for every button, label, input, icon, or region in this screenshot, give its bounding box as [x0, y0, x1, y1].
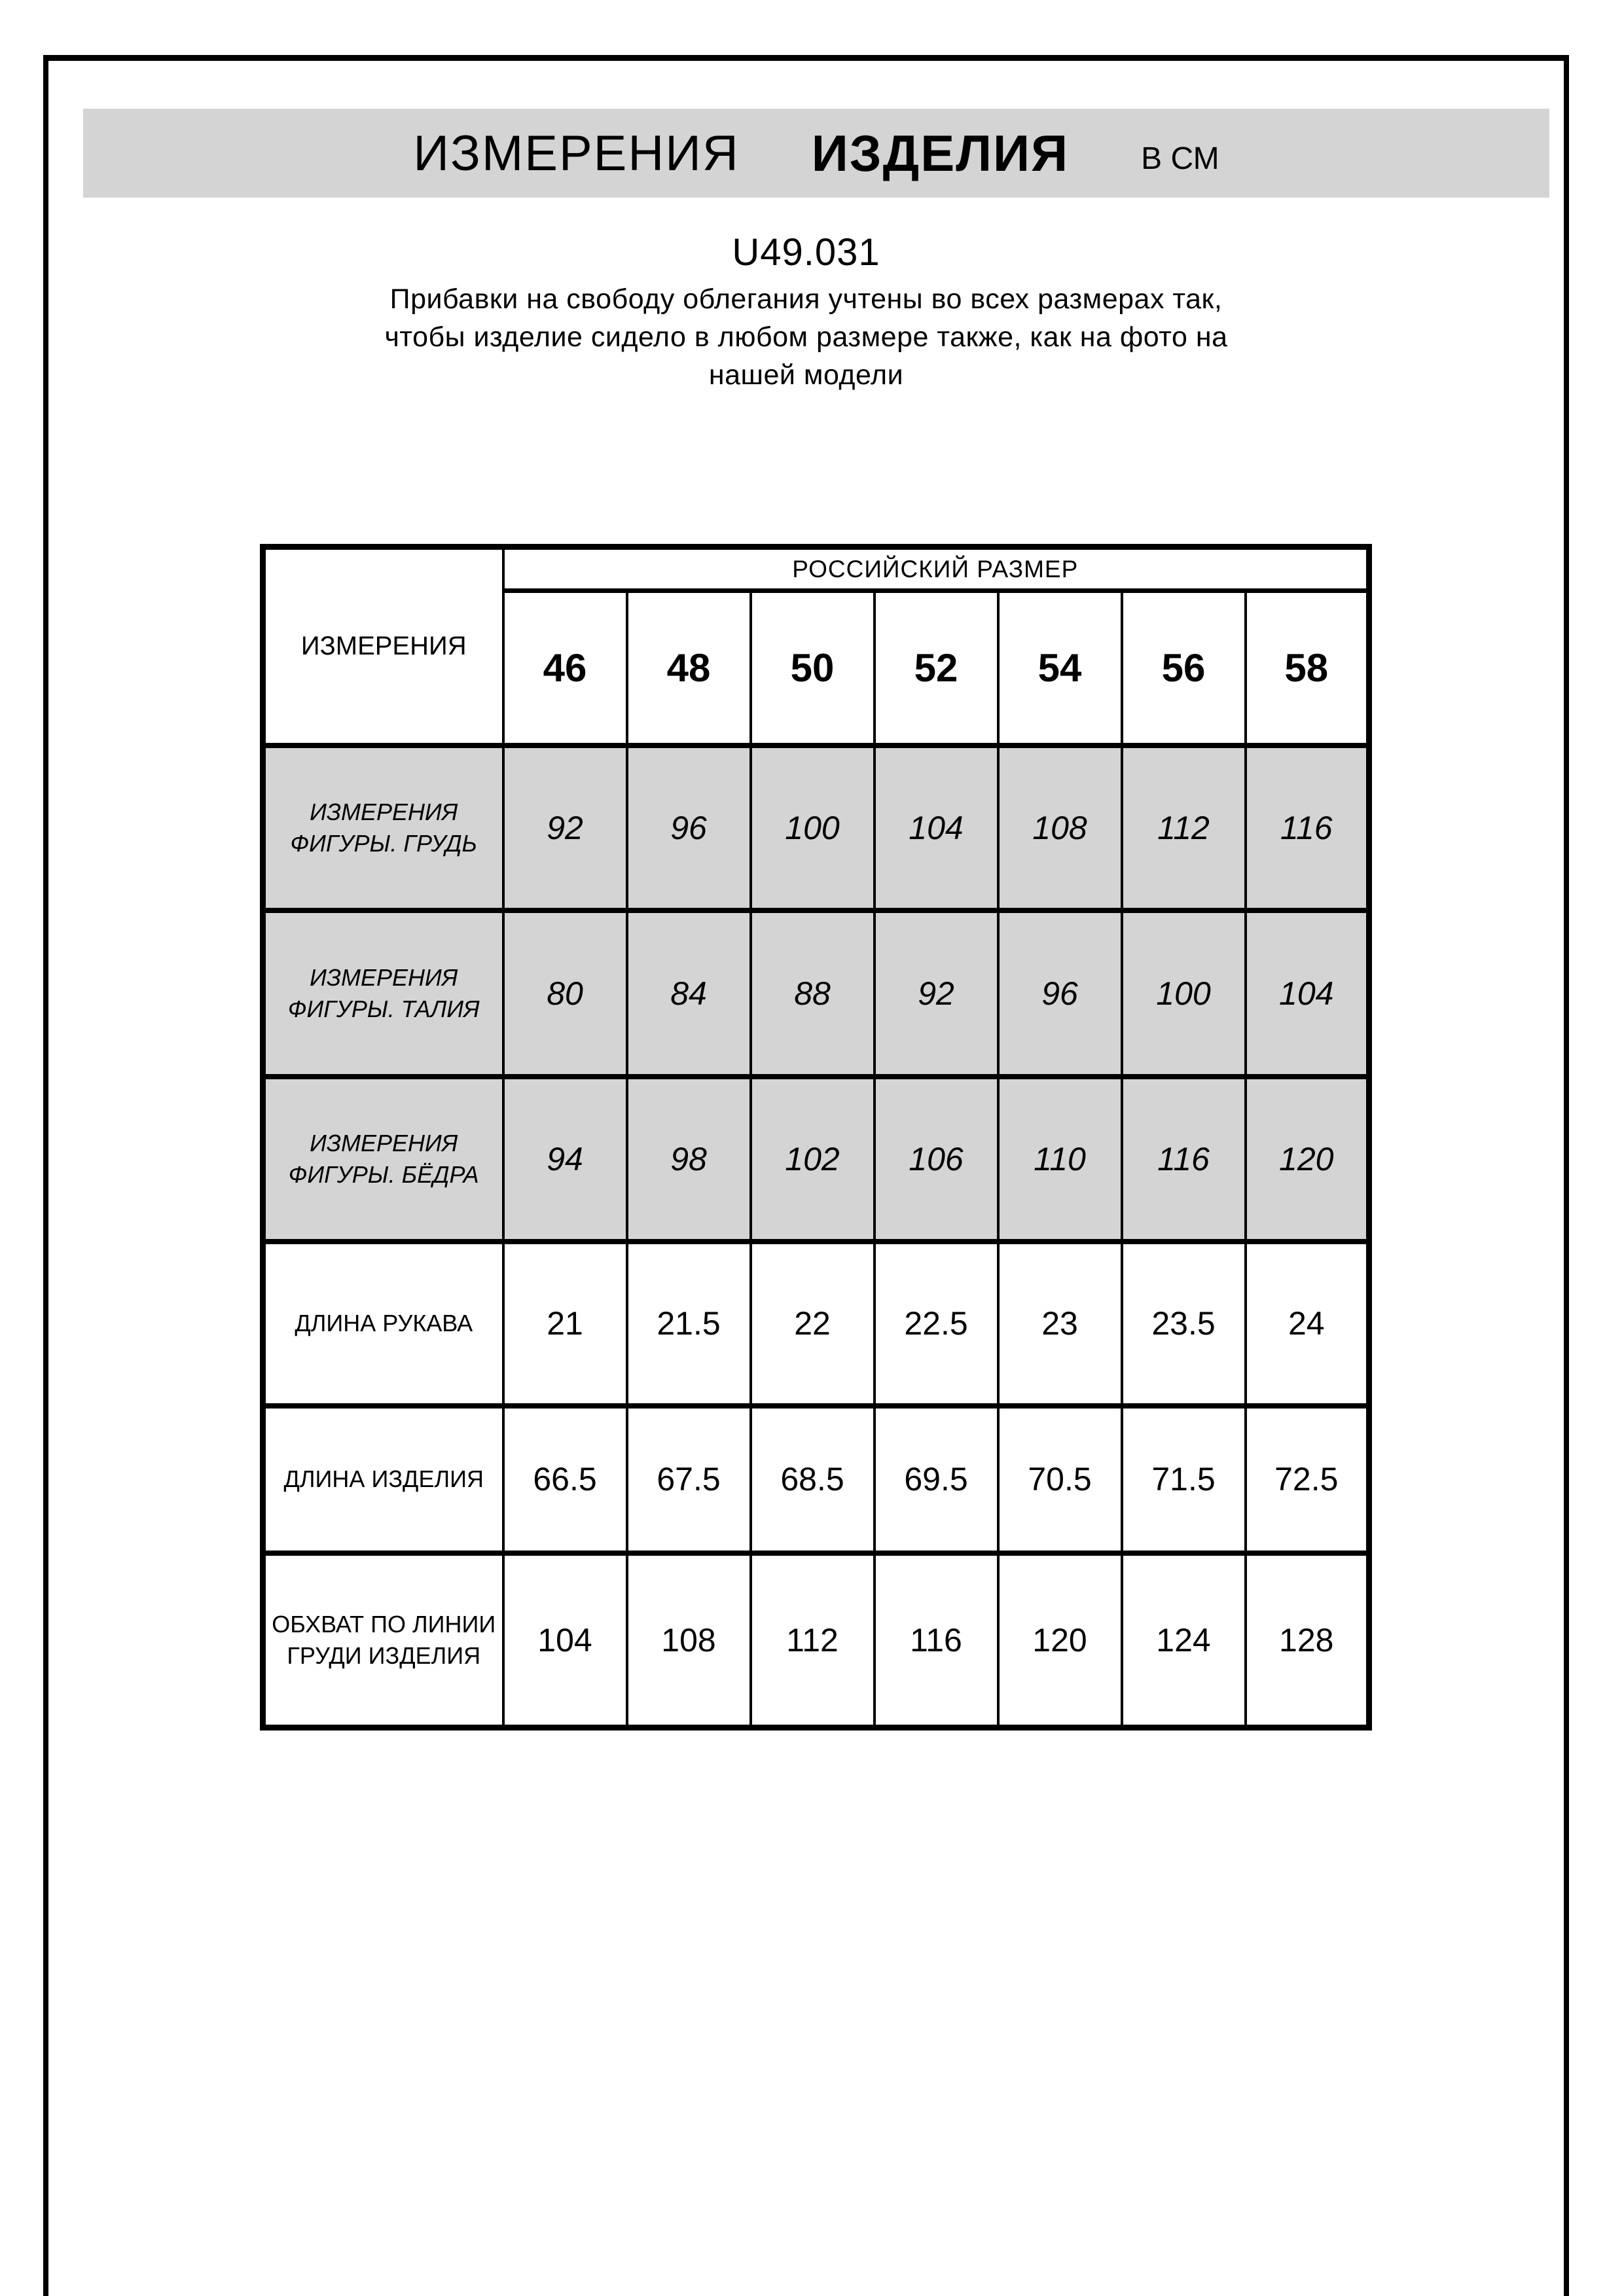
size-col-header: 54	[998, 591, 1122, 745]
value-cell: 120	[1246, 1077, 1369, 1242]
value-cell: 23.5	[1122, 1242, 1246, 1406]
title-word-izmereniya: ИЗМЕРЕНИЯ	[413, 125, 740, 181]
table-corner-header: ИЗМЕРЕНИЯ	[263, 547, 503, 745]
value-cell: 104	[503, 1553, 627, 1728]
value-cell: 24	[1246, 1242, 1369, 1406]
row-label: ИЗМЕРЕНИЯ ФИГУРЫ. ГРУДЬ	[263, 745, 503, 910]
value-cell: 22	[751, 1242, 875, 1406]
value-cell: 102	[751, 1077, 875, 1242]
table-row	[263, 745, 1369, 910]
page-frame-top	[43, 55, 1569, 61]
description-paragraph	[43, 280, 1569, 394]
row-label: ДЛИНА ИЗДЕЛИЯ	[263, 1406, 503, 1553]
row-label: ИЗМЕРЕНИЯ ФИГУРЫ. БЁДРА	[263, 1077, 503, 1242]
value-cell: 70.5	[998, 1406, 1122, 1553]
value-cell: 104	[1246, 910, 1369, 1077]
value-cell: 71.5	[1122, 1406, 1246, 1553]
row-label: ОБХВАТ ПО ЛИНИИ ГРУДИ ИЗДЕЛИЯ	[263, 1553, 503, 1728]
value-cell: 116	[875, 1553, 998, 1728]
value-cell: 96	[627, 745, 751, 910]
value-cell: 116	[1122, 1077, 1246, 1242]
value-cell: 92	[875, 910, 998, 1077]
table-row	[263, 910, 1369, 1077]
size-col-header: 50	[751, 591, 875, 745]
description-line: нашей модели	[708, 359, 904, 391]
table-row	[263, 1553, 1369, 1728]
table-group-header: РОССИЙСКИЙ РАЗМЕР	[503, 547, 1369, 591]
value-cell: 96	[998, 910, 1122, 1077]
row-label: ДЛИНА РУКАВА	[263, 1242, 503, 1406]
title-units: В СМ	[1141, 141, 1219, 176]
value-cell: 69.5	[875, 1406, 998, 1553]
value-cell: 88	[751, 910, 875, 1077]
size-col-header: 58	[1246, 591, 1369, 745]
value-cell: 72.5	[1246, 1406, 1369, 1553]
value-cell: 110	[998, 1077, 1122, 1242]
value-cell: 21.5	[627, 1242, 751, 1406]
value-cell: 104	[875, 745, 998, 910]
value-cell: 112	[1122, 745, 1246, 910]
value-cell: 100	[751, 745, 875, 910]
size-table	[260, 544, 1372, 1731]
value-cell: 120	[998, 1553, 1122, 1728]
value-cell: 108	[627, 1553, 751, 1728]
title-band	[83, 109, 1549, 198]
value-cell: 100	[1122, 910, 1246, 1077]
size-col-header: 52	[875, 591, 998, 745]
size-col-header: 48	[627, 591, 751, 745]
value-cell: 68.5	[751, 1406, 875, 1553]
value-cell: 112	[751, 1553, 875, 1728]
size-col-header: 46	[503, 591, 627, 745]
value-cell: 128	[1246, 1553, 1369, 1728]
value-cell: 116	[1246, 745, 1369, 910]
table-row	[263, 1406, 1369, 1553]
value-cell: 94	[503, 1077, 627, 1242]
value-cell: 21	[503, 1242, 627, 1406]
value-cell: 106	[875, 1077, 998, 1242]
product-code: U49.031	[732, 231, 880, 274]
value-cell: 98	[627, 1077, 751, 1242]
value-cell: 92	[503, 745, 627, 910]
description-line: чтобы изделие сидело в любом размере также, как на фото на	[384, 321, 1228, 353]
value-cell: 80	[503, 910, 627, 1077]
value-cell: 66.5	[503, 1406, 627, 1553]
size-col-header: 56	[1122, 591, 1246, 745]
value-cell: 22.5	[875, 1242, 998, 1406]
value-cell: 108	[998, 745, 1122, 910]
value-cell: 84	[627, 910, 751, 1077]
title-word-izdeliya: ИЗДЕЛИЯ	[811, 124, 1070, 182]
value-cell: 23	[998, 1242, 1122, 1406]
value-cell: 67.5	[627, 1406, 751, 1553]
table-row	[263, 1077, 1369, 1242]
table-row	[263, 1242, 1369, 1406]
row-label: ИЗМЕРЕНИЯ ФИГУРЫ. ТАЛИЯ	[263, 910, 503, 1077]
description-line: Прибавки на свободу облегания учтены во всех размерах так,	[389, 283, 1223, 315]
value-cell: 124	[1122, 1553, 1246, 1728]
